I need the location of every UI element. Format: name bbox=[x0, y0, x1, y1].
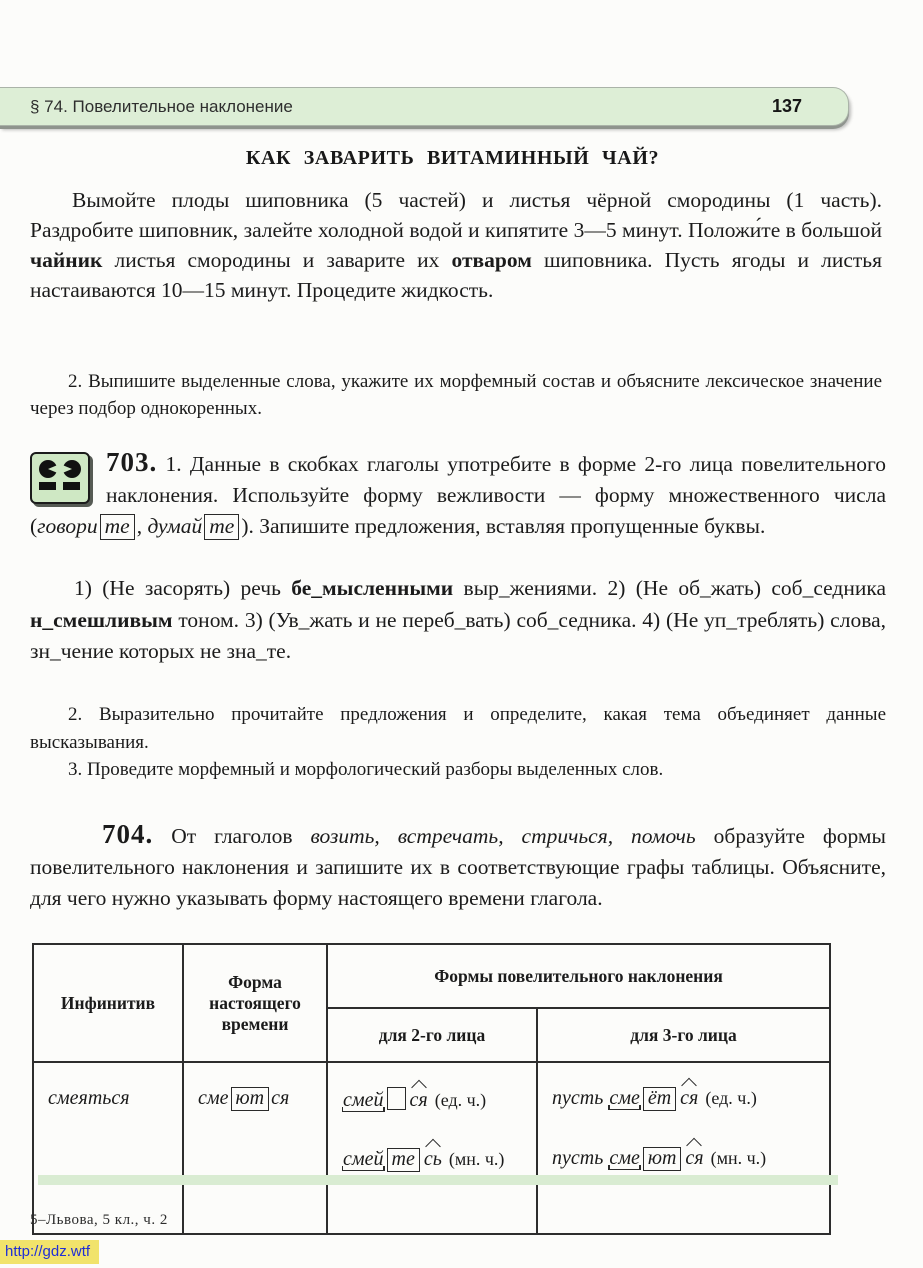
highlighted-word: н_смешливым bbox=[30, 607, 173, 632]
task-2-paragraph: 2. Выпишите выделенные слова, укажите их морфемный состав и объясните лексическое значение через подбор однокоренных. bbox=[30, 371, 882, 419]
highlighted-word: чайник bbox=[30, 248, 103, 272]
example-word: думай bbox=[147, 514, 203, 538]
section-title: § 74. Повелительное наклонение bbox=[30, 96, 293, 116]
suffix-mark: ся bbox=[409, 1089, 428, 1111]
ending-box: те bbox=[100, 514, 135, 540]
exercise-text: ). Запишите предложения, вставляя пропущенные буквы. bbox=[241, 514, 766, 538]
speaking-exercise-icon bbox=[30, 452, 90, 504]
table-row bbox=[33, 1062, 830, 1234]
imperative-forms-table bbox=[32, 943, 831, 1235]
page-number: 137 bbox=[771, 96, 802, 116]
cell-2nd-person-forms bbox=[327, 1062, 537, 1234]
cell-present-form: сме ют ся bbox=[183, 1062, 327, 1234]
suffix-mark: ся bbox=[685, 1147, 704, 1169]
root-mark: смей bbox=[343, 1089, 384, 1111]
col-header-2nd-person: для 2-го лица bbox=[327, 1008, 537, 1062]
sentence-text: 1) (Не засорять) речь bbox=[74, 576, 292, 600]
exercise-704-intro bbox=[30, 819, 886, 914]
recipe-text: шиповника. Пусть ягоды и листья настаиваются 10—15 минут. Процедите жидкость. bbox=[30, 248, 882, 302]
col-header-infinitive: Инфинитив bbox=[33, 944, 183, 1062]
exercise-703-intro bbox=[30, 447, 886, 542]
ending-box: ёт bbox=[643, 1087, 676, 1111]
exercise-703-sentences bbox=[30, 573, 886, 668]
ending-box: ют bbox=[231, 1087, 270, 1111]
exercise-number: 704. bbox=[102, 819, 154, 849]
highlighted-word: бе_мысленными bbox=[291, 576, 454, 600]
exercise-text: От глаголов bbox=[153, 824, 311, 848]
verb-list: возить, встречать, стричься, помочь bbox=[310, 824, 696, 848]
form-plural: смей те сь (мн. ч.) bbox=[343, 1148, 505, 1170]
highlighted-word: отваром bbox=[451, 248, 532, 272]
table-shadow-strip bbox=[38, 1175, 838, 1185]
print-signature: 5–Львова, 5 кл., ч. 2 bbox=[30, 1212, 168, 1228]
cell-3rd-person-forms bbox=[537, 1062, 830, 1234]
col-header-3rd-person: для 3-го лица bbox=[537, 1008, 830, 1062]
suffix-mark: сь bbox=[423, 1148, 442, 1170]
recipe-text: листья смородины и заварите их bbox=[102, 248, 452, 272]
suffix-mark: ся bbox=[680, 1087, 699, 1109]
ending-box: ют bbox=[643, 1147, 682, 1171]
form-plural: пусть сме ют ся (мн. ч.) bbox=[552, 1147, 767, 1169]
sentence-text: тоном. 3) (Ув_жать и не переб_вать) соб_седника. 4) (Не уп_треблять) слова, зн_чение которых не зна_те. bbox=[30, 607, 886, 663]
page-title: КАК ЗАВАРИТЬ ВИТАМИННЫЙ ЧАЙ? bbox=[245, 147, 660, 169]
subtask-3: 3. Проведите морфемный и морфологический разборы выделенных слов. bbox=[68, 759, 664, 780]
form-singular: пусть сме ёт ся (ед. ч.) bbox=[552, 1087, 757, 1109]
example-word: говори bbox=[37, 514, 98, 538]
sentence-text: выр_жениями. 2) (Не об_жать) соб_седника bbox=[453, 576, 887, 600]
section-header-band bbox=[0, 87, 849, 126]
recipe-paragraph bbox=[30, 185, 882, 305]
col-header-present-form: Форма настоящего времени bbox=[183, 944, 327, 1062]
subtask-2: 2. Выразительно прочитайте предложения и определите, какая тема объединяет данные высказывания. bbox=[30, 704, 886, 753]
watermark-link[interactable]: http://gdz.wtf bbox=[0, 1240, 99, 1264]
ending-box: те bbox=[387, 1148, 420, 1172]
ending-box: те bbox=[204, 514, 239, 540]
empty-ending-box bbox=[387, 1087, 406, 1110]
root-mark: сме bbox=[609, 1147, 640, 1169]
exercise-text: 1. Данные в скобках глаголы употребите в форме 2-го лица повелительного наклонения. Используйте форму вежливости — форму множественного числа ( bbox=[30, 452, 886, 538]
exercise-text: образуйте формы повелительного наклонения и запишите их в соответствующие графы таблицы. Объясните, для чего нужно указывать форму настоящего времени глагола. bbox=[30, 824, 886, 910]
form-singular: смей ся (ед. ч.) bbox=[343, 1089, 487, 1111]
root-mark: сме bbox=[609, 1087, 640, 1109]
exercise-text: , bbox=[136, 514, 148, 538]
recipe-text: Вымойте плоды шиповника (5 частей) и листья чёрной смородины (1 часть). Раздробите шиповник, залейте холодной водой и кипятите 3—5 минут. Положи́те в большой bbox=[30, 188, 882, 242]
col-header-imperative-forms: Формы повелительного наклонения bbox=[327, 944, 830, 1008]
root-mark: смей bbox=[343, 1148, 384, 1170]
exercise-number: 703. bbox=[106, 447, 158, 477]
cell-infinitive: смеяться bbox=[33, 1062, 183, 1234]
exercise-703-subtasks bbox=[30, 701, 886, 784]
